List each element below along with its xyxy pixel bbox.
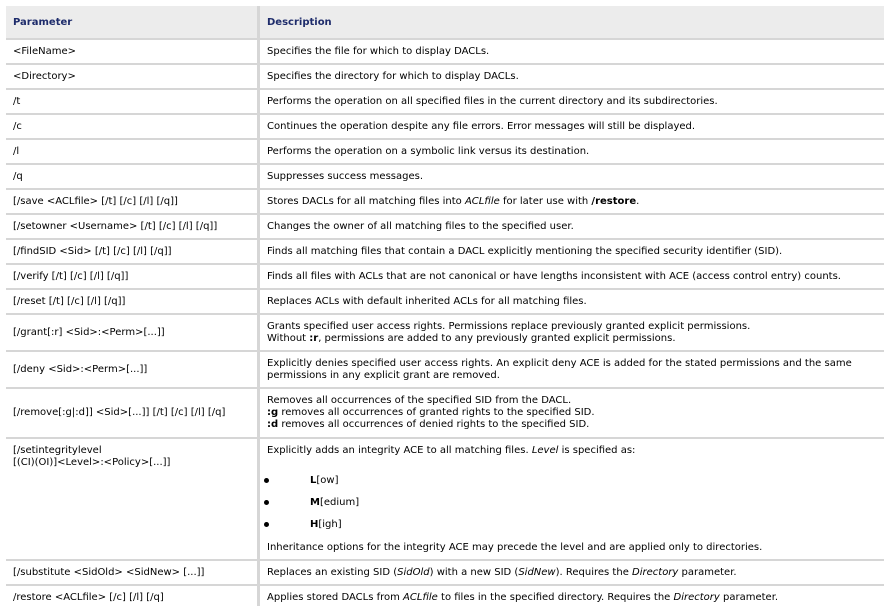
parameter-cell [6, 240, 257, 263]
description-cell [260, 190, 884, 213]
parameters-table [6, 6, 884, 606]
text-segment: :g [267, 407, 279, 418]
text-segment: Performs the operation on a symbolic link versus its destination. [267, 145, 590, 157]
parameter-text: /l [13, 145, 20, 157]
description-cell [260, 315, 884, 350]
parameter-text: <FileName> [13, 45, 76, 57]
text-segment: Replaces ACLs with default inherited ACLs for all matching files. [267, 295, 587, 307]
text-segment: Replaces an existing SID ( [267, 566, 398, 578]
parameter-text: [/substitute <SidOld> <SidNew> [...]] [13, 566, 205, 578]
parameter-cell [6, 115, 257, 138]
description-cell [260, 389, 884, 437]
text-segment: Performs the operation on all specified files in the current directory and its subdirectories. [267, 95, 718, 107]
text-segment: ) with a new SID ( [429, 566, 519, 578]
description-cell [260, 439, 884, 559]
description-cell [260, 165, 884, 188]
parameter-cell [6, 140, 257, 163]
description-line [267, 296, 880, 308]
description-cell [260, 586, 884, 610]
text-segment: SidOld [397, 566, 430, 578]
description-cell [260, 561, 884, 584]
description-line [267, 71, 880, 83]
description-line [267, 171, 880, 183]
parameter-cell [6, 439, 257, 559]
description-line [267, 246, 880, 258]
bullet-icon [264, 478, 269, 483]
description-cell [260, 140, 884, 163]
description-line [267, 592, 880, 604]
description-line [267, 395, 880, 407]
text-segment: L [310, 475, 317, 486]
description-line [267, 419, 880, 431]
description-line [267, 321, 880, 333]
parameter-cell [6, 265, 257, 288]
text-segment: Explicitly denies specified user access rights. An explicit deny ACE is added for the stated permissions and the same [267, 357, 852, 369]
text-segment: Finds all files with ACLs that are not canonical or have lengths inconsistent with ACE (access control entry) counts. [267, 270, 841, 282]
text-segment: :d [267, 419, 279, 430]
description-cell [260, 115, 884, 138]
parameter-cell [6, 389, 257, 437]
description-line [267, 146, 880, 158]
text-segment: parameter. [678, 566, 737, 578]
description-line [267, 333, 880, 345]
text-segment: Directory [632, 566, 679, 578]
parameter-cell [6, 40, 257, 63]
text-segment: . [636, 195, 640, 207]
description-cell [260, 90, 884, 113]
description-line [267, 567, 880, 579]
parameter-text: /c [13, 120, 22, 132]
parameter-text: /q [13, 170, 23, 182]
parameter-text: [(CI)(OI)]<Level>:<Policy>[...]] [13, 457, 171, 468]
parameter-text: [/verify [/t] [/c] [/l] [/q]] [13, 270, 129, 282]
level-list-item [267, 470, 880, 492]
parameter-text: [/findSID <Sid> [/t] [/c] [/l] [/q]] [13, 245, 172, 257]
text-segment: ACLfile [464, 195, 500, 207]
text-segment: [edium] [319, 497, 360, 508]
text-segment: is specified as: [558, 445, 636, 456]
text-segment: Finds all matching files that contain a DACL explicitly mentioning the specified security identifier (SID). [267, 245, 783, 257]
text-segment: Suppresses success messages. [267, 170, 424, 182]
bullet-icon [264, 522, 269, 527]
text-segment: ACLfile [403, 592, 438, 603]
description-line [267, 46, 880, 58]
description-cell [260, 240, 884, 263]
parameter-text: [/setowner <Username> [/t] [/c] [/l] [/q]] [13, 220, 218, 232]
description-cell [260, 352, 884, 387]
text-segment: Grants specified user access rights. Permissions replace previously granted explicit permissions. [267, 320, 751, 332]
parameter-cell [6, 165, 257, 188]
text-segment: [igh] [318, 519, 342, 530]
description-cell [260, 265, 884, 288]
text-segment: Specifies the directory for which to display DACLs. [267, 70, 519, 82]
parameter-text: [/reset [/t] [/c] [/l] [/q]] [13, 295, 126, 307]
parameter-text: <Directory> [13, 70, 76, 82]
text-segment: Without [267, 332, 310, 344]
description-cell [260, 290, 884, 313]
text-segment: permissions in any explicit grant are removed. [267, 369, 500, 381]
level-list-item [267, 514, 880, 536]
text-segment: parameter. [719, 592, 779, 603]
parameter-cell [6, 215, 257, 238]
text-segment: Applies stored DACLs from [267, 592, 404, 603]
level-list [267, 470, 880, 536]
description-line [267, 221, 880, 233]
text-segment: Directory [673, 592, 720, 603]
parameter-cell [6, 315, 257, 350]
parameter-text: [/deny <Sid>:<Perm>[...]] [13, 363, 148, 375]
text-segment: for later use with [499, 195, 592, 207]
description-cell [260, 215, 884, 238]
text-segment: removes all occurrences of granted rights to the specified SID. [278, 407, 595, 418]
description-line [267, 407, 880, 419]
description-line [267, 96, 880, 108]
description-line [267, 358, 880, 370]
parameter-text: /t [13, 95, 21, 107]
text-segment: Inheritance options for the integrity ACE may precede the level and are applied only to directories. [267, 542, 763, 553]
parameter-cell [6, 90, 257, 113]
text-segment: ). Requires the [555, 566, 633, 578]
parameter-text: /restore <ACLfile> [/c] [/l] [/q] [13, 592, 164, 603]
text-segment: Explicitly adds an integrity ACE to all matching files. [267, 445, 532, 456]
description-cell [260, 40, 884, 63]
text-segment: Specifies the file for which to display DACLs. [267, 45, 490, 57]
text-segment: Level [531, 445, 559, 456]
parameter-cell [6, 290, 257, 313]
description-cell [260, 65, 884, 88]
parameter-cell [6, 586, 257, 610]
text-segment: Removes all occurrences of the specified SID from the DACL. [267, 395, 572, 406]
description-line [267, 542, 880, 554]
text-segment: removes all occurrences of denied rights to the specified SID. [278, 419, 590, 430]
header-description: Description [260, 6, 884, 38]
text-segment: to files in the specified directory. Requires the [437, 592, 674, 603]
description-line [267, 271, 880, 283]
parameter-cell [6, 190, 257, 213]
description-line [267, 121, 880, 133]
text-segment: H [310, 519, 319, 530]
text-segment: Continues the operation despite any file errors. Error messages will still be displayed. [267, 120, 696, 132]
text-segment: Stores DACLs for all matching files into [267, 195, 465, 207]
text-segment: :r [309, 332, 319, 344]
parameter-cell [6, 561, 257, 584]
parameter-text: [/grant[:r] <Sid>:<Perm>[...]] [13, 326, 165, 338]
text-segment: , permissions are added to any previously granted explicit permissions. [318, 332, 676, 344]
description-line [267, 196, 880, 208]
description-line [267, 445, 880, 457]
parameter-text: [/remove[:g|:d]] <Sid>[...]] [/t] [/c] [/l] [/q] [13, 407, 226, 418]
header-parameter: Parameter [6, 6, 257, 38]
text-segment: [ow] [316, 475, 339, 486]
description-line [267, 370, 880, 382]
text-segment: SidNew [518, 566, 556, 578]
text-segment: Changes the owner of all matching files to the specified user. [267, 220, 574, 232]
level-list-item [267, 492, 880, 514]
parameter-text: [/save <ACLfile> [/t] [/c] [/l] [/q]] [13, 195, 178, 207]
parameter-cell [6, 352, 257, 387]
parameter-cell [6, 65, 257, 88]
text-segment: M [310, 497, 320, 508]
bullet-icon [264, 500, 269, 505]
parameter-text: [/setintegritylevel [13, 445, 102, 456]
text-segment: /restore [591, 195, 637, 207]
